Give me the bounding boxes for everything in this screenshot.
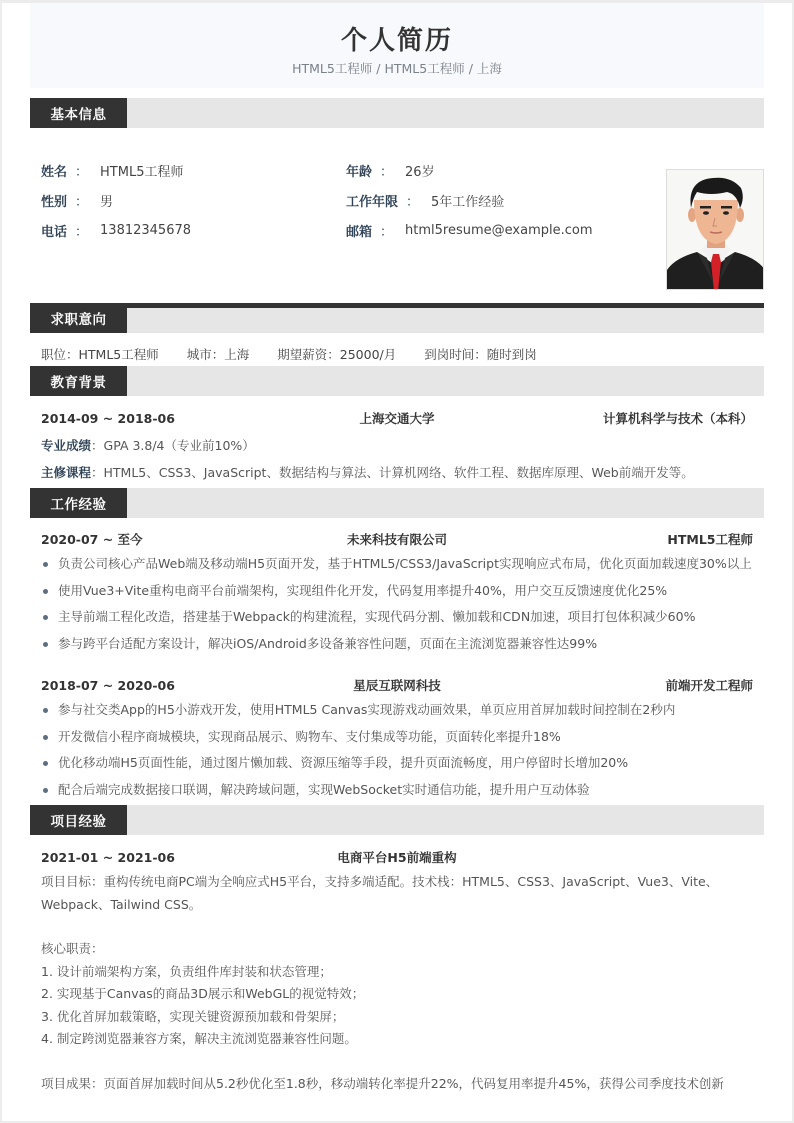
page-title: 个人简历 bbox=[340, 26, 453, 56]
info-work-years: 工作年限 ： 5年工作经验 bbox=[346, 194, 505, 210]
project-item-header bbox=[30, 843, 764, 871]
education-period: 2014-09 ~ 2018-06 bbox=[41, 410, 175, 426]
info-gender: 性别 ： 男 bbox=[41, 194, 114, 210]
work-bullets bbox=[30, 699, 764, 801]
education-gpa: 专业成绩：GPA 3.8/4（专业前10%） bbox=[41, 438, 255, 453]
basic-info-grid bbox=[41, 155, 651, 245]
intent-city: 城市：上海 bbox=[186, 346, 250, 362]
intent-arrival: 到岗时间：随时到岗 bbox=[424, 346, 537, 362]
intent-salary: 期望薪资：25000/月 bbox=[277, 346, 397, 362]
page-subtitle: HTML5工程师 / HTML5工程师 / 上海 bbox=[292, 61, 502, 76]
work-title: 前端开发工程师 bbox=[665, 678, 753, 693]
list-item: 参与社交类App的H5小游戏开发，使用HTML5 Canvas实现游戏动画效果，单页应用首屏加载时间控制在2秒内 bbox=[41, 699, 753, 721]
section-title: 求职意向 bbox=[30, 303, 127, 333]
list-item: 配合后端完成数据接口联调，解决跨域问题，实现WebSocket实时通信功能，提升用户互动体验 bbox=[41, 779, 753, 801]
education-school: 上海交通大学 bbox=[359, 411, 435, 426]
section-divider bbox=[30, 303, 764, 308]
section-title: 项目经验 bbox=[30, 805, 127, 835]
project-goal: 项目目标：重构传统电商PC端为全响应式H5平台，支持多端适配。技术栈：HTML5、CSS3、JavaScript、Vue3、Vite、Webpack、Tailwind CSS。 bbox=[41, 874, 719, 912]
work-company: 未来科技有限公司 bbox=[346, 532, 447, 547]
section-work-experience bbox=[30, 488, 764, 518]
section-project-experience bbox=[30, 805, 764, 835]
project-duty: 4. 制定跨浏览器兼容方案，解决主流浏览器兼容性问题。 bbox=[41, 1031, 357, 1046]
education-courses: 主修课程：HTML5、CSS3、JavaScript、数据结构与算法、计算机网络、软件工程、数据库原理、Web前端开发等。 bbox=[41, 465, 694, 480]
job-intent-row bbox=[30, 333, 764, 366]
project-duties-title: 核心职责： bbox=[41, 941, 104, 956]
project-result: 项目成果：页面首屏加载时间从5.2秒优化至1.8秒，移动端转化率提升22%，代码复用率提升45%，获得公司季度技术创新 bbox=[41, 1075, 724, 1091]
avatar-illustration-icon bbox=[667, 170, 764, 290]
list-item: 负责公司核心产品Web端及移动端H5页面开发，基于HTML5/CSS3/JavaScript实现响应式布局，优化页面加载速度30%以上 bbox=[41, 553, 753, 575]
info-age: 年龄 ： 26岁 bbox=[346, 164, 435, 180]
section-title: 基本信息 bbox=[30, 98, 127, 128]
resume-page bbox=[30, 0, 764, 1095]
basic-info bbox=[30, 128, 764, 288]
section-education bbox=[30, 366, 764, 396]
project-duty: 3. 优化首屏加载策略，实现关键资源预加载和骨架屏； bbox=[41, 1008, 345, 1024]
project-duty: 1. 设计前端架构方案，负责组件库封装和状态管理； bbox=[41, 963, 332, 979]
education-item-header bbox=[30, 404, 764, 432]
info-phone: 电话 ： 13812345678 bbox=[41, 222, 192, 240]
list-item: 开发微信小程序商城模块，实现商品展示、购物车、支付集成等功能，页面转化率提升18% bbox=[41, 726, 753, 748]
work-period: 2018-07 ~ 2020-06 bbox=[41, 677, 175, 693]
project-period: 2021-01 ~ 2021-06 bbox=[41, 849, 175, 865]
work-period: 2020-07 ~ 至今 bbox=[41, 532, 143, 547]
section-basic-info bbox=[30, 98, 764, 128]
project-duty: 2. 实现基于Canvas的商品3D展示和WebGL的视觉特效； bbox=[41, 986, 365, 1001]
list-item: 主导前端工程化改造，搭建基于Webpack的构建流程，实现代码分割、懒加载和CDN加速，项目打包体积减少60% bbox=[41, 606, 753, 628]
intent-position: 职位：HTML5工程师 bbox=[41, 346, 159, 362]
info-name: 姓名 ： HTML5工程师 bbox=[41, 164, 184, 180]
list-item: 优化移动端H5页面性能，通过图片懒加载、资源压缩等手段，提升页面流畅度，用户停留时长增加20% bbox=[41, 752, 753, 774]
work-company: 星辰互联网科技 bbox=[353, 678, 441, 693]
list-item: 使用Vue3+Vite重构电商平台前端架构，实现组件化开发，代码复用率提升40%，用户交互反馈速度优化25% bbox=[41, 580, 753, 602]
work-title: HTML5工程师 bbox=[667, 532, 753, 547]
project-name: 电商平台H5前端重构 bbox=[337, 850, 457, 865]
education-major: 计算机科学与技术（本科） bbox=[602, 411, 753, 426]
resume-header bbox=[30, 3, 764, 88]
work-bullets bbox=[30, 553, 764, 655]
section-title: 教育背景 bbox=[30, 366, 127, 396]
info-email: 邮箱 ： html5resume@example.com bbox=[346, 222, 593, 240]
section-title: 工作经验 bbox=[30, 488, 127, 518]
work-item-header bbox=[30, 525, 764, 553]
work-item-header bbox=[30, 671, 764, 699]
list-item: 参与跨平台适配方案设计，解决iOS/Android多设备兼容性问题，页面在主流浏览器兼容性达99% bbox=[41, 633, 753, 655]
avatar-photo bbox=[666, 169, 764, 290]
